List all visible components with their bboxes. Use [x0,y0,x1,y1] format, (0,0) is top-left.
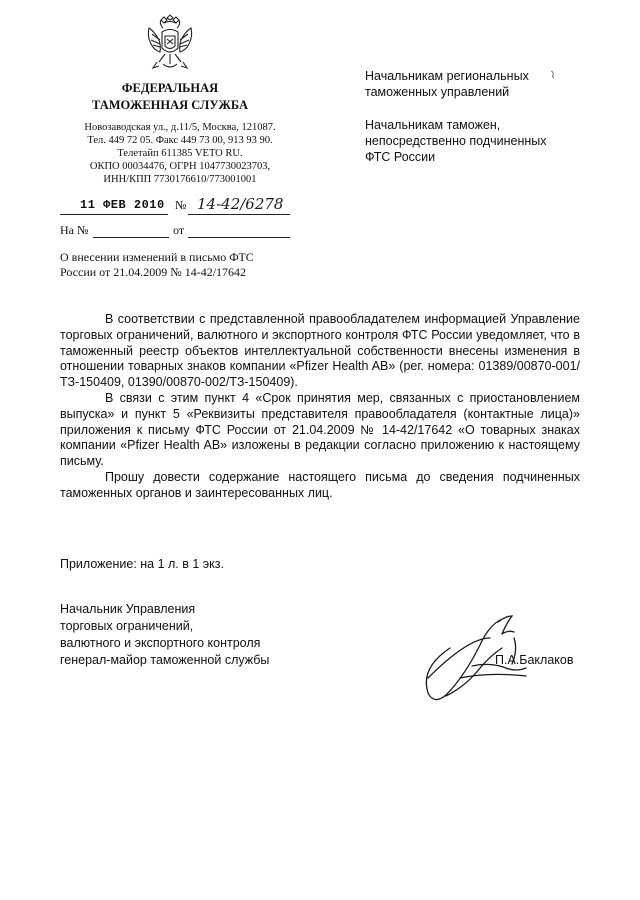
signer-title [60,601,340,669]
recipients-block [365,68,615,182]
contact-okpo: ОКПО 00034476, ОГРН 1047730023703, [89,161,271,172]
signer-name: П.А.Баклаков [495,653,574,667]
letter-body [60,312,580,502]
organization-contacts [60,121,300,186]
recipient-line: Начальникам региональных [365,69,529,83]
org-name-line2: ТАМОЖЕННАЯ СЛУЖБА [92,98,248,112]
reference-row [60,223,290,241]
org-name-line1: ФЕДЕРАЛЬНАЯ [121,81,219,95]
signer-title-line: генерал-майор таможенной службы [60,653,270,667]
body-paragraph: В соответствии с представленной правообладателем информацией Управление торговых ограничений, валютного и экспортного контроля ФТС России уведомляет, что в таможенный реестр объектов интеллектуальной собственности внесены изменения в отношении товарных знаков компании «Pfizer Health AB» (рег. номера: 01389/00870-001/ТЗ-150409, 01390/00870-002/ТЗ-150409). [60,312,580,390]
date-underline [60,214,168,215]
recipient-line: ФТС России [365,150,436,164]
reference-from-label: от [173,223,185,237]
reference-label: На № [60,223,89,237]
reference-date-underline [188,237,290,238]
recipient-line: таможенных управлений [365,85,510,99]
body-paragraph: Прошу довести содержание настоящего письма до сведения подчиненных таможенных органов и заинтересованных лиц. [60,469,580,500]
contact-inn: ИНН/КПП 7730176610/773001001 [103,174,257,185]
recipient-group-regional [365,68,615,100]
reference-underline [93,237,169,238]
signer-title-line: валютного и экспортного контроля [60,636,261,650]
letter-subject [60,250,300,280]
recipient-line: непосредственно подчиненных [365,134,547,148]
registration-number-label: № [175,198,187,212]
contact-teletype: Телетайп 611385 VETO RU. [117,148,243,159]
number-underline [188,214,290,215]
organization-name [60,80,280,114]
recipient-line: Начальникам таможен, [365,118,501,132]
contact-phone: Тел. 449 72 05. Факс 449 73 00, 913 93 90. [87,135,273,146]
attachment-note: Приложение: на 1 л. в 1 экз. [60,557,224,571]
subject-line: России от 21.04.2009 № 14-42/17642 [60,265,247,279]
recipient-group-customs [365,117,615,165]
signer-title-line: торговых ограничений, [60,619,194,633]
registration-date: 11 ФЕВ 2010 [80,198,165,212]
signer-title-line: Начальник Управления [60,602,196,616]
contact-address: Новозаводская ул., д.11/5, Москва, 121087. [84,122,276,133]
body-paragraph: В связи с этим пункт 4 «Срок принятия мер, связанных с приостановлением выпуска» и пункт 5 «Реквизиты представителя правообладателя (контактные лица)» приложения к письму ФТС России от 21.04.2009 № 14-42/17642 «О товарных знаках компании «Pfizer Health AB» изложены в редакции согласно приложению к настоящему письму. [60,390,580,469]
coat-of-arms-icon [143,14,197,72]
subject-line: О внесении изменений в письмо ФТС [60,250,254,264]
registration-number: 14-42/6278 [197,195,284,213]
registration-row [60,197,290,217]
